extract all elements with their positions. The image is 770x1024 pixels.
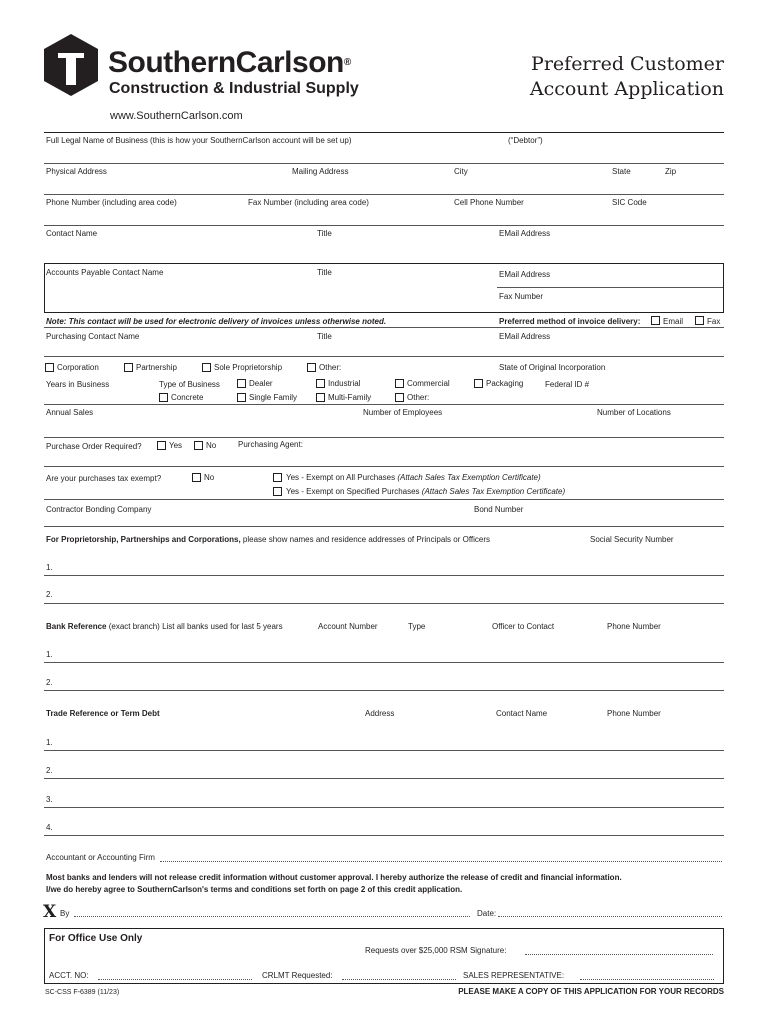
ssn-label: Social Security Number bbox=[590, 535, 674, 544]
bonding-field[interactable] bbox=[44, 526, 724, 527]
principal-row-2: 2. bbox=[46, 590, 53, 599]
exempt-all-note: (Attach Sales Tax Exemption Certificate) bbox=[397, 473, 541, 482]
po-required-label: Purchase Order Required? bbox=[46, 442, 142, 451]
authorization-line2: I/we do hereby agree to SouthernCarlson's terms and conditions set forth on page 2 of this credit application. bbox=[46, 885, 463, 894]
physical-address-label: Physical Address bbox=[46, 167, 107, 176]
single-family-label: Single Family bbox=[249, 393, 298, 402]
principals-heading-rest: please show names and residence addresses of Principals or Officers bbox=[240, 535, 491, 544]
principal-row-2-field[interactable] bbox=[44, 603, 724, 604]
trade-heading: Trade Reference or Term Debt bbox=[46, 709, 160, 718]
corporation-checkbox[interactable] bbox=[45, 363, 54, 372]
zip-label: Zip bbox=[665, 167, 677, 176]
contact-title-label: Title bbox=[317, 229, 332, 238]
brand-tagline: Construction & Industrial Supply bbox=[109, 80, 359, 97]
dealer-checkbox[interactable] bbox=[237, 379, 246, 388]
acct-no-label: ACCT. NO: bbox=[49, 971, 89, 980]
sole-proprietorship-label: Sole Proprietorship bbox=[214, 363, 283, 372]
ap-email-label: EMail Address bbox=[499, 270, 551, 279]
bond-number-label: Bond Number bbox=[474, 505, 524, 514]
packaging-checkbox[interactable] bbox=[474, 379, 483, 388]
page-title-line2: Account Application bbox=[529, 78, 724, 100]
trade-row-4: 4. bbox=[46, 823, 53, 832]
trade-row-1: 1. bbox=[46, 738, 53, 747]
accountant-label: Accountant or Accounting Firm bbox=[46, 853, 155, 862]
purchasing-title-label: Title bbox=[317, 332, 332, 341]
trade-row-2: 2. bbox=[46, 766, 53, 775]
trade-contact-label: Contact Name bbox=[496, 709, 548, 718]
principal-row-1: 1. bbox=[46, 563, 53, 572]
divider bbox=[44, 327, 724, 328]
packaging-label: Packaging bbox=[486, 379, 524, 388]
trade-row-3-field[interactable] bbox=[44, 807, 724, 808]
trade-row-1-field[interactable] bbox=[44, 750, 724, 751]
registered-mark: ® bbox=[343, 57, 351, 68]
website-link[interactable]: www.SouthernCarlson.com bbox=[110, 110, 243, 122]
other-type-checkbox[interactable] bbox=[395, 393, 404, 402]
industrial-checkbox[interactable] bbox=[316, 379, 325, 388]
page-title bbox=[530, 52, 724, 102]
bank-account-label: Account Number bbox=[318, 622, 378, 631]
fax-delivery-label: Fax bbox=[707, 317, 721, 326]
purchasing-contact-label: Purchasing Contact Name bbox=[46, 332, 140, 341]
bank-heading-rest: (exact branch) List all banks used for last 5 years bbox=[106, 622, 283, 631]
phone-field[interactable] bbox=[44, 225, 724, 226]
tax-exempt-label: Are your purchases tax exempt? bbox=[46, 474, 162, 483]
ap-fax-label: Fax Number bbox=[499, 292, 544, 301]
trade-row-2-field[interactable] bbox=[44, 778, 724, 779]
form-id: SC-CSS F-6389 (11/23) bbox=[45, 989, 120, 996]
sole-proprietorship-checkbox[interactable] bbox=[202, 363, 211, 372]
authorization-line1: Most banks and lenders will not release credit information without customer approval. I hereby authorize the release of credit and financial information. bbox=[46, 873, 622, 882]
cell-label: Cell Phone Number bbox=[454, 198, 524, 207]
page-title-line1: Preferred Customer bbox=[531, 53, 724, 75]
mailing-address-label: Mailing Address bbox=[292, 167, 349, 176]
industrial-label: Industrial bbox=[328, 379, 361, 388]
po-no-checkbox[interactable] bbox=[194, 441, 203, 450]
invoice-note: Note: This contact will be used for electronic delivery of invoices unless otherwise noted. bbox=[46, 317, 387, 326]
exempt-specified-text: Yes - Exempt on Specified Purchases bbox=[286, 487, 420, 496]
trade-phone-label: Phone Number bbox=[607, 709, 661, 718]
exempt-specified-label bbox=[286, 487, 565, 496]
exempt-specified-checkbox[interactable] bbox=[273, 487, 282, 496]
concrete-label: Concrete bbox=[171, 393, 204, 402]
signature-field[interactable] bbox=[74, 916, 470, 917]
purchasing-agent-label: Purchasing Agent: bbox=[238, 440, 303, 449]
fax-label: Fax Number (including area code) bbox=[248, 198, 369, 207]
principals-heading bbox=[46, 535, 490, 544]
fax-delivery-checkbox[interactable] bbox=[695, 316, 704, 325]
locations-label: Number of Locations bbox=[597, 408, 671, 417]
concrete-checkbox[interactable] bbox=[159, 393, 168, 402]
logo-mark-icon bbox=[44, 34, 98, 96]
debtor-label: (“Debtor”) bbox=[508, 136, 543, 145]
bank-type-label: Type bbox=[408, 622, 426, 631]
contact-email-label: EMail Address bbox=[499, 229, 551, 238]
multi-family-checkbox[interactable] bbox=[316, 393, 325, 402]
office-use-heading: For Office Use Only bbox=[49, 933, 143, 944]
commercial-label: Commercial bbox=[407, 379, 450, 388]
rsm-signature-label: Requests over $25,000 RSM Signature: bbox=[365, 946, 507, 955]
phone-label: Phone Number (including area code) bbox=[46, 198, 177, 207]
corporation-label: Corporation bbox=[57, 363, 99, 372]
exempt-specified-note: (Attach Sales Tax Exemption Certificate) bbox=[421, 487, 566, 496]
copy-note: PLEASE MAKE A COPY OF THIS APPLICATION FOR YOUR RECORDS bbox=[458, 987, 724, 996]
brand-name bbox=[108, 48, 351, 78]
accountant-field[interactable] bbox=[160, 861, 722, 862]
divider bbox=[44, 132, 724, 133]
divider bbox=[44, 404, 724, 405]
bank-phone-label: Phone Number bbox=[607, 622, 661, 631]
state-incorporation-label: State of Original Incorporation bbox=[499, 363, 606, 372]
legal-name-label: Full Legal Name of Business (this is how your SouthernCarlson account will be set up) bbox=[46, 136, 352, 145]
trade-row-3: 3. bbox=[46, 795, 53, 804]
partnership-checkbox[interactable] bbox=[124, 363, 133, 372]
bank-heading-bold: Bank Reference bbox=[46, 622, 107, 631]
po-yes-label: Yes bbox=[169, 441, 183, 450]
sales-rep-label: SALES REPRESENTATIVE: bbox=[463, 971, 565, 980]
sales-rep-field[interactable] bbox=[580, 979, 714, 980]
preferred-method-label: Preferred method of invoice delivery: bbox=[499, 317, 641, 326]
office-use-box bbox=[44, 928, 724, 984]
city-label: City bbox=[454, 167, 468, 176]
acct-no-field[interactable] bbox=[98, 979, 252, 980]
exempt-all-label bbox=[286, 473, 541, 482]
sales-field[interactable] bbox=[44, 437, 724, 438]
employees-label: Number of Employees bbox=[363, 408, 443, 417]
company-logo bbox=[44, 34, 98, 96]
other-type-label: Other: bbox=[407, 393, 430, 402]
principal-row-1-field[interactable] bbox=[44, 575, 724, 576]
tax-no-label: No bbox=[204, 473, 215, 482]
purchasing-email-label: EMail Address bbox=[499, 332, 551, 341]
address-field[interactable] bbox=[44, 194, 724, 195]
tax-no-checkbox[interactable] bbox=[192, 473, 201, 482]
bank-row-2-field[interactable] bbox=[44, 690, 724, 691]
legal-name-field[interactable] bbox=[44, 163, 724, 164]
federal-id-label: Federal ID # bbox=[545, 380, 590, 389]
business-type-label: Type of Business bbox=[159, 380, 220, 389]
ap-contact-label: Accounts Payable Contact Name bbox=[46, 268, 164, 277]
state-label: State bbox=[612, 167, 631, 176]
ap-title-label: Title bbox=[317, 268, 332, 277]
bank-row-2: 2. bbox=[46, 678, 53, 687]
other-entity-label: Other: bbox=[319, 363, 342, 372]
brand-name-text: SouthernCarlson bbox=[108, 46, 344, 79]
email-delivery-checkbox[interactable] bbox=[651, 316, 660, 325]
exempt-all-text: Yes - Exempt on All Purchases bbox=[286, 473, 396, 482]
po-no-label: No bbox=[206, 441, 217, 450]
sic-label: SIC Code bbox=[612, 198, 647, 207]
po-field[interactable] bbox=[44, 466, 724, 467]
bank-row-1-field[interactable] bbox=[44, 662, 724, 663]
commercial-checkbox[interactable] bbox=[395, 379, 404, 388]
email-delivery-label: Email bbox=[663, 317, 684, 326]
annual-sales-label: Annual Sales bbox=[46, 408, 94, 417]
crlmt-label: CRLMT Requested: bbox=[262, 971, 333, 980]
crlmt-field[interactable] bbox=[342, 979, 456, 980]
exempt-all-checkbox[interactable] bbox=[273, 473, 282, 482]
po-yes-checkbox[interactable] bbox=[157, 441, 166, 450]
trade-address-label: Address bbox=[365, 709, 395, 718]
ap-email-field[interactable] bbox=[497, 287, 723, 288]
partnership-label: Partnership bbox=[136, 363, 177, 372]
bank-heading bbox=[46, 622, 283, 631]
principals-heading-bold: For Proprietorship, Partnerships and Corporations, bbox=[46, 535, 241, 544]
years-label: Years in Business bbox=[46, 380, 110, 389]
date-label: Date: bbox=[477, 909, 497, 918]
date-field[interactable] bbox=[498, 916, 722, 917]
divider bbox=[44, 499, 724, 500]
trade-row-4-field[interactable] bbox=[44, 835, 724, 836]
signature-by-label: By bbox=[60, 909, 70, 918]
dealer-label: Dealer bbox=[249, 379, 273, 388]
other-entity-checkbox[interactable] bbox=[307, 363, 316, 372]
bonding-company-label: Contractor Bonding Company bbox=[46, 505, 152, 514]
contact-name-label: Contact Name bbox=[46, 229, 98, 238]
bank-row-1: 1. bbox=[46, 650, 53, 659]
multi-family-label: Multi-Family bbox=[328, 393, 372, 402]
bank-officer-label: Officer to Contact bbox=[492, 622, 555, 631]
purchasing-field[interactable] bbox=[44, 356, 724, 357]
rsm-signature-field[interactable] bbox=[525, 954, 713, 955]
single-family-checkbox[interactable] bbox=[237, 393, 246, 402]
signature-x-mark: X bbox=[43, 902, 57, 922]
